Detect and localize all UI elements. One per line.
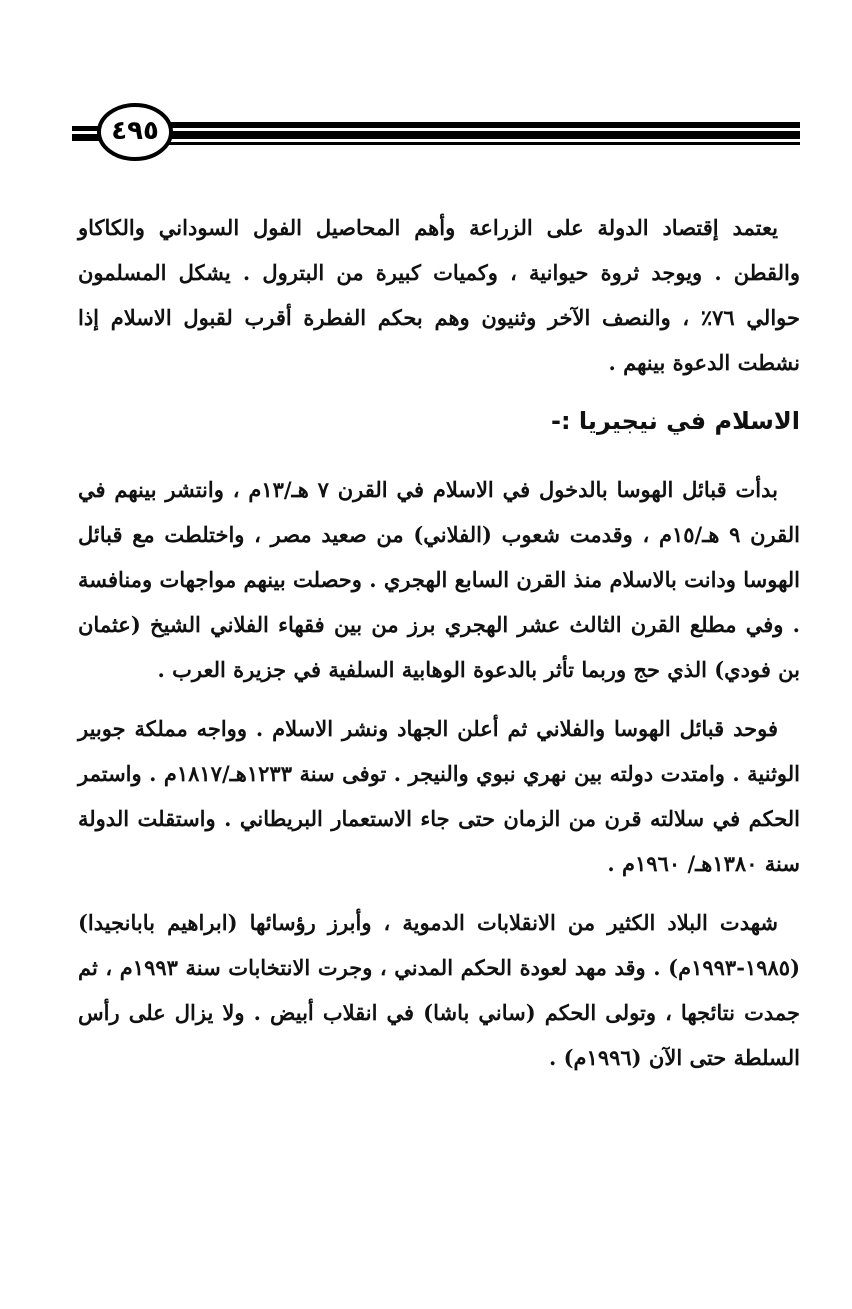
paragraph-economy: يعتمد إقتصاد الدولة على الزراعة وأهم المحاصيل الفول السوداني والكاكاو والقطن . ويوجد ثروة حيوانية ، وكميات كبيرة من البترول . يشكل المسلمون حوالي ٧٦٪ ، والنصف الآخر وثنيون وهم بحكم الفطرة أقرب لقبول الاسلام إذا نشطت الدعوة بينهم . (78, 215, 800, 375)
page-number: ٤٩٥ (111, 116, 159, 146)
paragraph-coups: شهدت البلاد الكثير من الانقلابات الدموية ، وأبرز رؤسائها (ابراهيم بابانجيدا) (١٩٨٥-١٩٩٣م) . وقد مهد لعودة الحكم المدني ، وجرت الانتخابات سنة ١٩٩٣م ، ثم جمدت نتائجها ، وتولى الحكم (ساني باشا) في انقلاب أبيض . ولا يزال على رأس السلطة حتى الآن (١٩٩٦م) . (78, 910, 800, 1070)
section-heading: الاسلام في نيجيريا :- (551, 407, 800, 435)
paragraph-history: بدأت قبائل الهوسا بالدخول في الاسلام في القرن ٧ هـ/١٣م ، وانتشر بينهم في القرن ٩ هـ/١٥م ، وقدمت شعوب (الفلاني) من صعيد مصر ، واختلطت مع قبائل الهوسا ودانت بالاسلام منذ القرن السابع الهجري . وحصلت بينهم مواجهات ومنافسة . وفي مطلع القرن الثالث عشر الهجري برز من بين فقهاء الفلاني الشيخ (عثمان بن فودي) الذي حج وربما تأثر بالدعوة الوهابية السلفية في جزيرة العرب . (78, 477, 800, 682)
page-content (78, 205, 800, 1094)
paragraph-jihad: فوحد قبائل الهوسا والفلاني ثم أعلن الجهاد ونشر الاسلام . وواجه مملكة جوبير الوثنية . وامتدت دولته بين نهري نبوي والنيجر . توفى سنة ١٢٣٣هـ/١٨١٧م . واستمر الحكم في سلالته قرن من الزمان حتى جاء الاستعمار البريطاني . واستقلت الدولة سنة ١٣٨٠هـ/ ١٩٦٠م . (78, 716, 800, 876)
page-header (72, 100, 800, 164)
header-rule-ornament (72, 100, 800, 164)
